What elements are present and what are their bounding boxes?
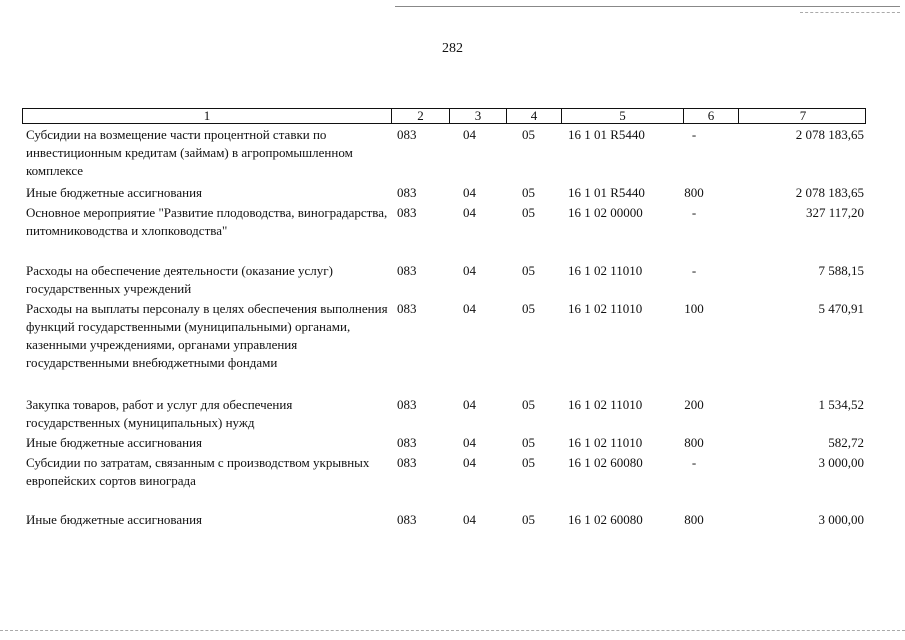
row-code-3: 04 bbox=[463, 435, 476, 450]
row-code-5: 16 1 02 11010 bbox=[568, 435, 643, 450]
header-col-4: 4 bbox=[507, 109, 562, 123]
row-code-3: 04 bbox=[463, 127, 476, 142]
row-code-4: 05 bbox=[522, 397, 535, 412]
header-col-6: 6 bbox=[684, 109, 739, 123]
row-code-2: 083 bbox=[397, 263, 417, 278]
row-amount: 3 000,00 bbox=[818, 455, 864, 470]
row-code-6: 800 bbox=[684, 185, 704, 200]
row-code-4: 05 bbox=[522, 301, 535, 316]
row-code-5: 16 1 02 00000 bbox=[568, 205, 643, 220]
row-code-5: 16 1 01 R5440 bbox=[568, 185, 645, 200]
row-code-3: 04 bbox=[463, 301, 476, 316]
row-name: Иные бюджетные ассигнования bbox=[26, 512, 203, 527]
row-code-5: 16 1 02 60080 bbox=[568, 455, 643, 470]
row-code-4: 05 bbox=[522, 512, 535, 527]
row-amount: 7 588,15 bbox=[818, 263, 864, 278]
header-col-7: 7 bbox=[799, 108, 807, 123]
row-code-6: 800 bbox=[684, 435, 704, 450]
row-code-6: 100 bbox=[684, 301, 704, 316]
row-code-4: 05 bbox=[522, 263, 535, 278]
row-code-6: 800 bbox=[684, 512, 704, 527]
row-name: Иные бюджетные ассигнования bbox=[26, 435, 203, 450]
row-code-2: 083 bbox=[397, 455, 417, 470]
row-code-5: 16 1 02 11010 bbox=[568, 301, 643, 316]
row-name: Расходы на выплаты персоналу в целях обеспечения выполнения функций государственными (муниципальными) органами, казенными учреждениями, органами управления государственными внебюджетными фондами bbox=[26, 301, 388, 370]
row-code-3: 04 bbox=[463, 205, 476, 220]
header-col-2: 2 bbox=[392, 109, 450, 123]
row-code-3: 04 bbox=[463, 185, 476, 200]
page-number: 282 bbox=[442, 41, 463, 56]
row-code-2: 083 bbox=[397, 205, 417, 220]
row-code-4: 05 bbox=[522, 127, 535, 142]
row-code-4: 05 bbox=[522, 205, 535, 220]
row-code-4: 05 bbox=[522, 435, 535, 450]
row-code-5: 16 1 02 11010 bbox=[568, 397, 643, 412]
row-code-2: 083 bbox=[397, 397, 417, 412]
row-code-3: 04 bbox=[463, 263, 476, 278]
row-code-6: 200 bbox=[684, 397, 704, 412]
row-name: Закупка товаров, работ и услуг для обеспечения государственных (муниципальных) нужд bbox=[26, 397, 293, 430]
row-amount: 3 000,00 bbox=[818, 512, 864, 527]
row-code-3: 04 bbox=[463, 512, 476, 527]
row-code-6: - bbox=[691, 205, 697, 220]
row-code-4: 05 bbox=[522, 185, 535, 200]
row-name: Основное мероприятие "Развитие плодоводства, виноградарства, питомниководства и хлопководства" bbox=[26, 205, 388, 238]
row-name: Иные бюджетные ассигнования bbox=[26, 185, 203, 200]
row-code-5: 16 1 01 R5440 bbox=[568, 127, 645, 142]
row-code-3: 04 bbox=[463, 455, 476, 470]
row-code-2: 083 bbox=[397, 127, 417, 142]
row-amount: 1 534,52 bbox=[818, 397, 864, 412]
row-name: Субсидии на возмещение части процентной ставки по инвестиционным кредитам (займам) в агропромышленном комплексе bbox=[26, 127, 353, 178]
row-code-5: 16 1 02 60080 bbox=[568, 512, 643, 527]
header-col-1: 1 bbox=[23, 109, 392, 123]
row-name: Субсидии по затратам, связанным с производством укрывных европейских сортов винограда bbox=[26, 455, 370, 488]
row-amount: 327 117,20 bbox=[805, 205, 864, 220]
row-code-2: 083 bbox=[397, 435, 417, 450]
row-code-2: 083 bbox=[397, 301, 417, 316]
row-code-6: - bbox=[691, 127, 697, 142]
row-amount: 582,72 bbox=[828, 435, 864, 450]
header-col-5: 5 bbox=[562, 109, 684, 123]
row-code-5: 16 1 02 11010 bbox=[568, 263, 643, 278]
row-amount: 2 078 183,65 bbox=[795, 185, 864, 200]
row-code-2: 083 bbox=[397, 512, 417, 527]
row-code-6: - bbox=[691, 455, 697, 470]
row-amount: 2 078 183,65 bbox=[795, 127, 864, 142]
row-amount: 5 470,91 bbox=[818, 301, 864, 316]
row-name: Расходы на обеспечение деятельности (оказание услуг) государственных учреждений bbox=[26, 263, 333, 296]
row-code-3: 04 bbox=[463, 397, 476, 412]
row-code-4: 05 bbox=[522, 455, 535, 470]
row-code-2: 083 bbox=[397, 185, 417, 200]
row-code-6: - bbox=[691, 263, 697, 278]
header-col-3: 3 bbox=[450, 109, 507, 123]
